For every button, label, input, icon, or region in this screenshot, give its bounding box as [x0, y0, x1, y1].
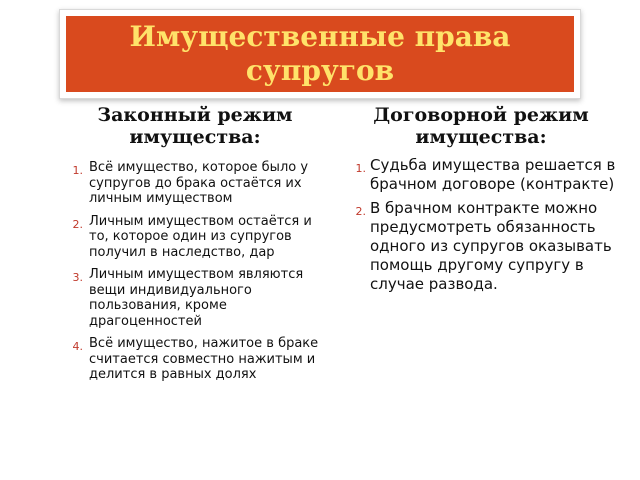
list-item	[72, 336, 329, 383]
list-number: 1.	[72, 164, 83, 177]
list-item	[355, 156, 620, 194]
list-number: 2.	[355, 205, 366, 218]
list-number: 1.	[355, 162, 366, 175]
contract-regime-heading: Договорной режим имущества:	[373, 104, 589, 148]
list-item	[72, 160, 329, 207]
list-item-text: Личным имуществом являются вещи индивидуального пользования, кроме драгоценностей	[89, 267, 304, 329]
list-number: 3.	[72, 271, 83, 284]
slide-title: Имущественные права супругов	[129, 20, 511, 87]
list-number: 4.	[72, 340, 83, 353]
list-item	[355, 199, 620, 294]
contract-regime-list	[355, 156, 620, 299]
list-item	[72, 267, 329, 329]
list-item-text: В брачном контракте можно предусмотреть обязанность одного из супругов оказывать помощь другому супругу в случае развода.	[370, 199, 612, 293]
list-item-text: Всё имущество, нажитое в браке считается совместно нажитым и делится в равных долях	[89, 336, 319, 382]
title-banner	[66, 16, 574, 92]
legal-regime-heading: Законный режим имущества:	[97, 104, 293, 148]
list-item-text: Судьба имущества решается в брачном договоре (контракте)	[370, 156, 616, 193]
legal-regime-list	[72, 160, 329, 390]
list-item-text: Всё имущество, которое было у супругов до брака остаётся их личным имуществом	[89, 160, 309, 206]
list-item-text: Личным имуществом остаётся и то, которое один из супругов получил в наследство, дар	[89, 213, 312, 260]
list-number: 2.	[72, 217, 83, 231]
list-item	[72, 213, 329, 261]
